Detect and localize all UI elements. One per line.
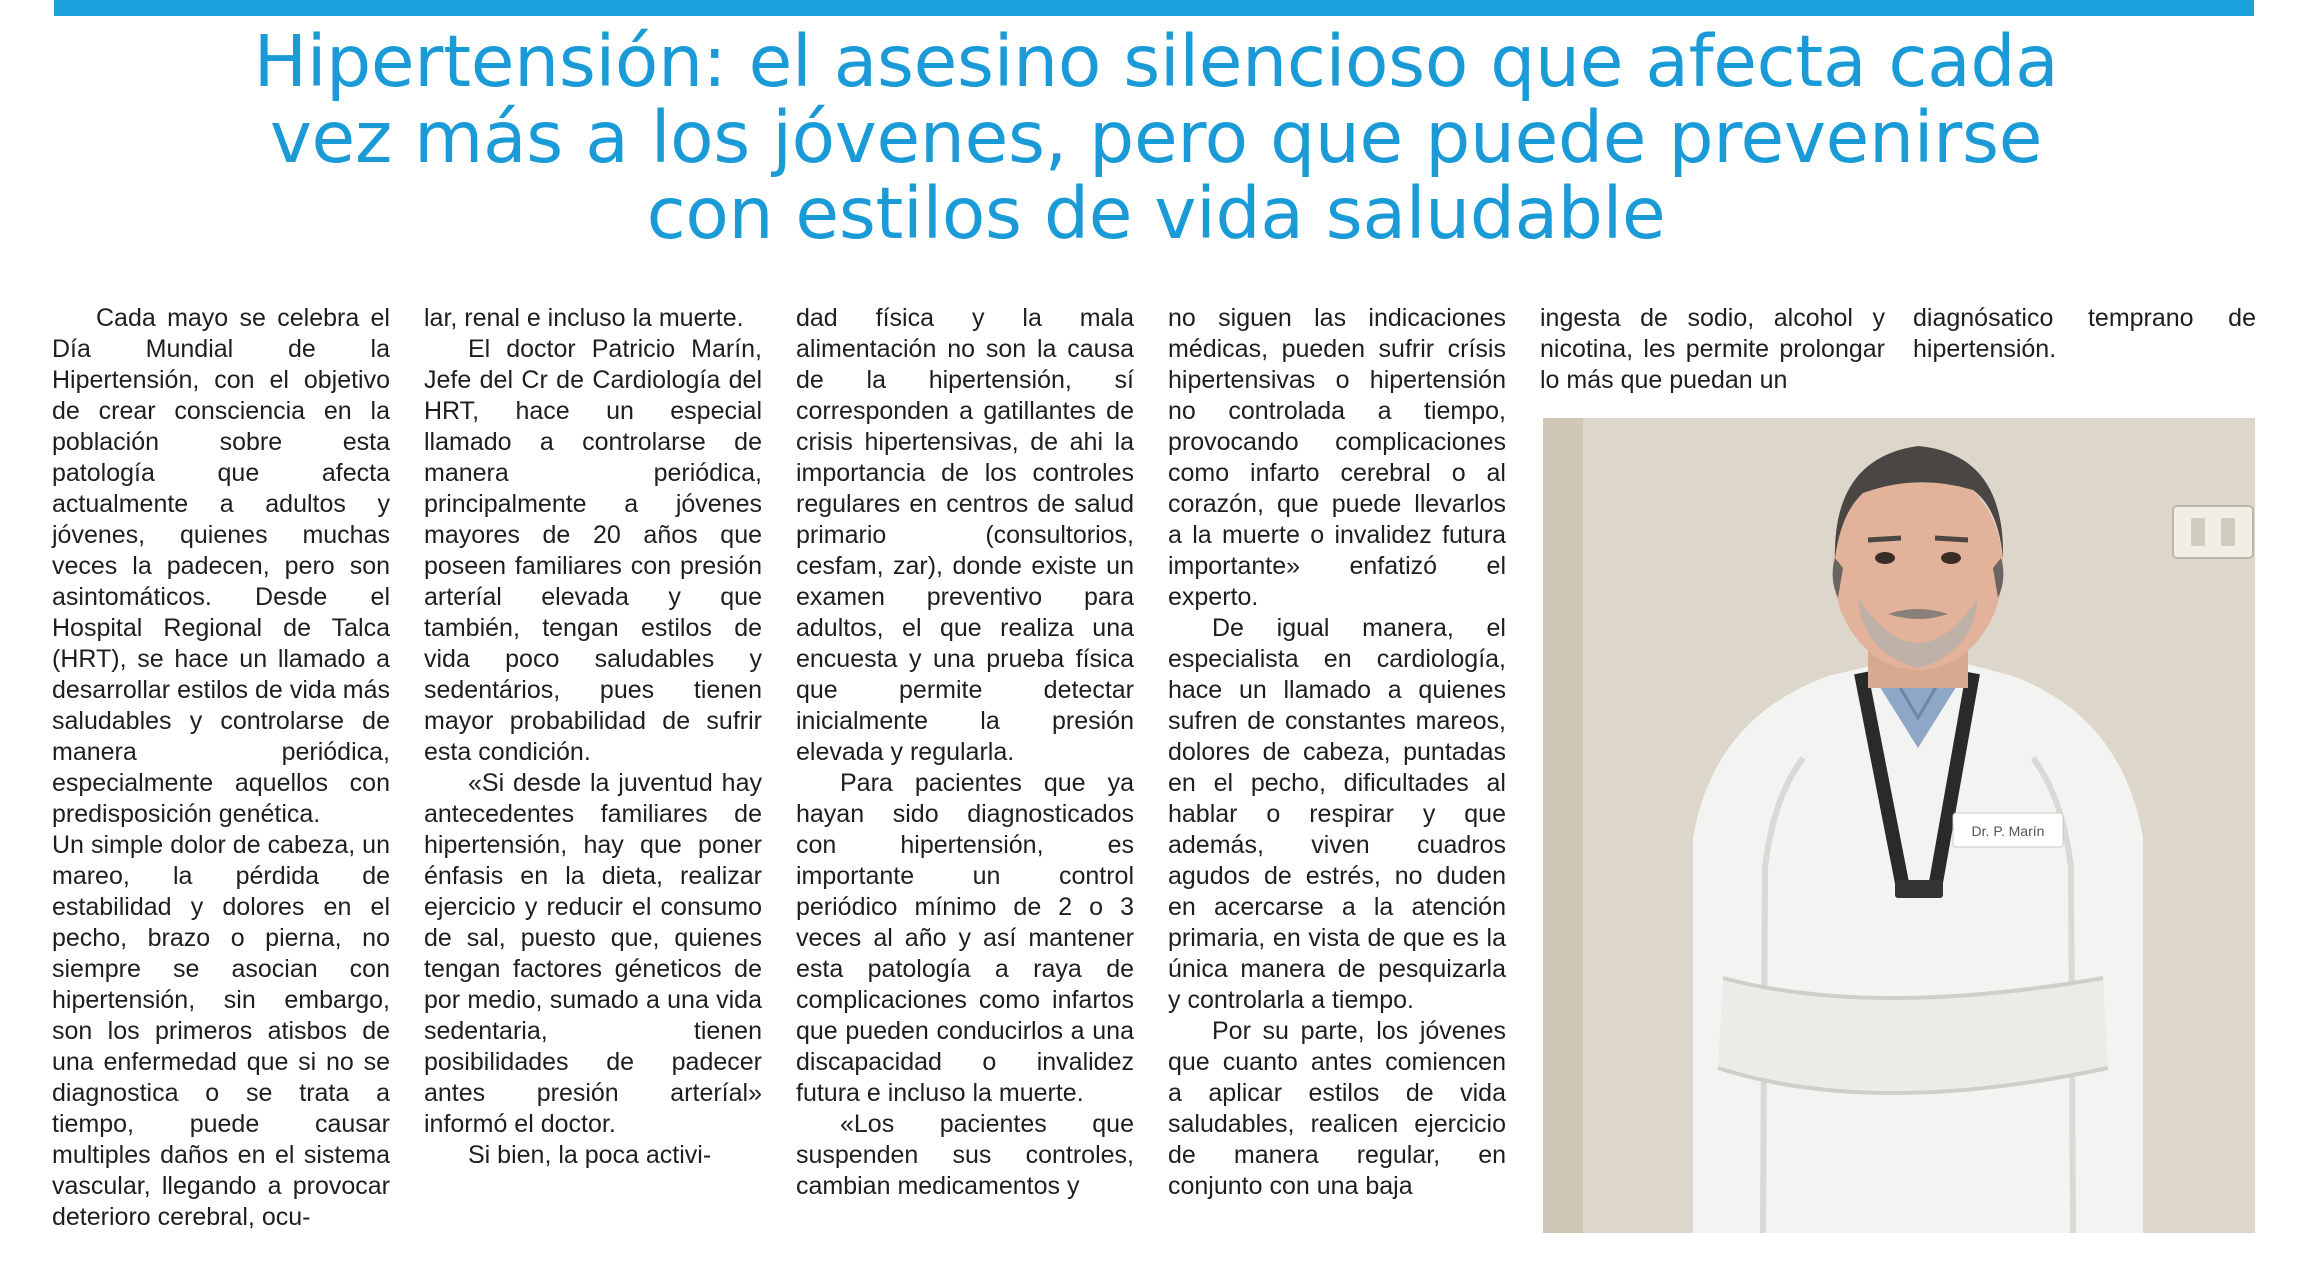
article-paragraph: Por su parte, los jóvenes que cuanto antes comiencen a aplicar estilos de vida saludables, realicen ejercicio de manera regular, en conjunto con una baja — [1168, 1017, 1506, 1200]
doctor-photo — [1543, 418, 2255, 1233]
article-paragraph: «Si desde la juventud hay antecedentes familiares de hipertensión, hay que poner énfasis en la dieta, realizar ejercicio y reducir el consumo de sal, puesto que, quienes tengan factores géneticos de por medio, sumado a una vida sedentaria, tienen posibilidades de padecer antes presión arteríal» informó el doctor. — [424, 769, 762, 1138]
wall-switch — [2173, 506, 2253, 558]
article-paragraph: De igual manera, el especialista en cardiología, hace un llamado a quienes sufren de constantes mareos, dolores de cabeza, puntadas en el pecho, dificultades al hablar o respirar y que además, viven cuadros agudos de estrés, no duden en acercarse a la atención primaria, en vista de que es la única manera de pesquizarla y controlarla a tiempo. — [1168, 614, 1506, 1014]
article-column-3 — [796, 303, 1134, 1202]
article-paragraph: diagnósatico temprano de hipertensión. — [1913, 304, 2256, 363]
headline-line-2: vez más a los jóvenes, pero que puede prevenirse — [269, 96, 2043, 179]
badge-text: Dr. P. Marín — [1971, 823, 2045, 839]
article-headline — [30, 20, 2282, 255]
article-column-5 — [1540, 303, 1885, 396]
article-paragraph: El doctor Patricio Marín, Jefe del Cr de Cardiología del HRT, hace un especial llamado a controlarse de manera periódica, principalmente a jóvenes mayores de 20 años que poseen familiares con presión arteríal elevada y que también, tengan estilos de vida poco saludables y sedentários, pues tienen mayor probabilidad de sufrir esta condición. — [424, 335, 762, 766]
article-paragraph: no siguen las indicaciones médicas, pueden sufrir crísis hipertensivas o hipertensión no controlada a tiempo, provocando complicaciones como infarto cerebral o al corazón, que puede llevarlos a la muerte o invalidez futura importante» enfatizó el experto. — [1168, 304, 1506, 611]
article-paragraph: Si bien, la poca activi- — [468, 1141, 712, 1169]
headline-line-1: Hipertensión: el asesino silencioso que afecta cada — [253, 20, 2059, 103]
white-coat — [1693, 663, 2143, 1233]
headline-line-3: con estilos de vida saludable — [646, 172, 1666, 255]
article-column-4 — [1168, 303, 1506, 1202]
name-badge — [1953, 813, 2063, 847]
article-column-1 — [52, 303, 390, 1233]
article-paragraph: lar, renal e incluso la muerte. — [424, 304, 744, 332]
top-accent-bar — [54, 0, 2254, 16]
article-column-6 — [1913, 303, 2256, 365]
doctor-portrait-illustration — [1543, 418, 2255, 1233]
article-paragraph: ingesta de sodio, alcohol y nicotina, les permite prolongar lo más que puedan un — [1540, 304, 1885, 394]
article-paragraph: Para pacientes que ya hayan sido diagnosticados con hipertensión, es importante un control periódico mínimo de 2 o 3 veces al año y así mantener esta patología a raya de complicaciones como infartos que pueden conducirlos a una discapacidad o invalidez futura e incluso la muerte. — [796, 769, 1134, 1107]
article-paragraph: dad física y la mala alimentación no son la causa de la hipertensión, sí corresponden a gatillantes de crisis hipertensivas, de ahi la importancia de los controles regulares en centros de salud primario (consultorios, cesfam, zar), donde existe un examen preventivo para adultos, el que realiza una encuesta y una prueba física que permite detectar inicialmente la presión elevada y regularla. — [796, 304, 1134, 766]
article-paragraph: «Los pacientes que suspenden sus controles, cambian medicamentos y — [796, 1110, 1134, 1200]
article-paragraph: Un simple dolor de cabeza, un mareo, la pérdida de estabilidad y dolores en el pecho, brazo o pierna, no siempre se asocian con hipertensión, sin embargo, son los primeros atisbos de una enfermedad que si no se diagnostica o se trata a tiempo, puede causar multiples daños en el sistema vascular, llegando a provocar deterioro cerebral, ocu- — [52, 831, 390, 1231]
article-column-2 — [424, 303, 762, 1171]
article-paragraph: Cada mayo se celebra el Día Mundial de la Hipertensión, con el objetivo de crear consciencia en la población sobre esta patología que afecta actualmente a adultos y jóvenes, quienes muchas veces la padecen, pero son asintomáticos. Desde el Hospital Regional de Talca (HRT), se hace un llamado a desarrollar estilos de vida más saludables y controlarse de manera periódica, especialmente aquellos con predisposición genética. — [52, 304, 390, 828]
